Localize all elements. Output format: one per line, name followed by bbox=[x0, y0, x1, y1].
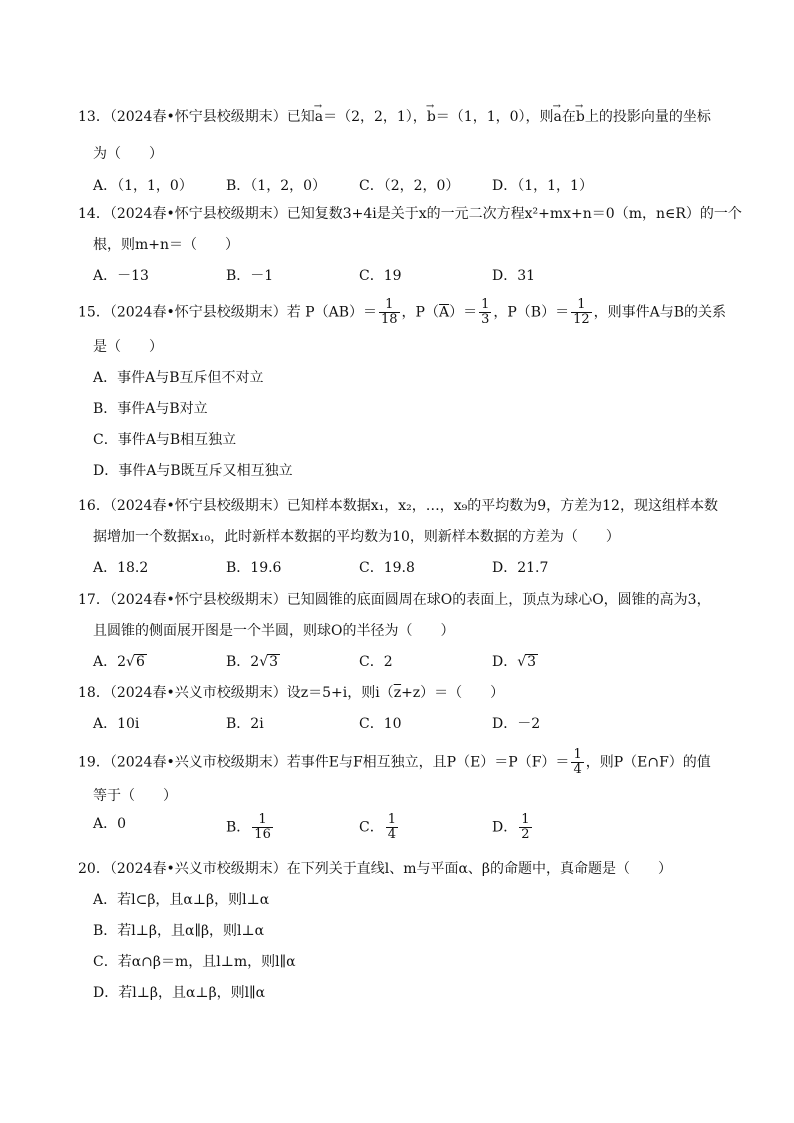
option-a[interactable]: A．（1，1，0） bbox=[93, 178, 193, 194]
question-15-stem-cont: 是（ ） bbox=[93, 339, 163, 355]
option-a[interactable]: A．10i bbox=[93, 716, 140, 732]
option-d[interactable]: D．21.7 bbox=[492, 560, 549, 576]
sqrt-icon: √ bbox=[126, 654, 135, 670]
question-20 bbox=[78, 858, 728, 1004]
vector-a: → a bbox=[554, 106, 562, 128]
option-b[interactable]: B．2i bbox=[226, 716, 264, 732]
option-c[interactable]: C．（2，2，0） bbox=[359, 178, 460, 194]
option-c[interactable]: C．19 bbox=[359, 268, 402, 284]
option-d[interactable]: D．（1，1，1） bbox=[492, 178, 593, 194]
option-c[interactable]: C．事件A与B相互独立 bbox=[93, 432, 237, 448]
option-c[interactable]: C．2 bbox=[359, 654, 393, 670]
question-14 bbox=[78, 203, 742, 287]
option-d[interactable]: D．事件A与B既互斥又相互独立 bbox=[93, 463, 293, 479]
conjugate-z: $\overline{z}$ bbox=[393, 685, 402, 701]
question-20-stem: 20．（2024春•兴义市校级期末）在下列关于直线l、m与平面α、β的命题中，真命题是（ ） bbox=[78, 861, 673, 877]
option-a[interactable]: A．若l⊂β，且α⊥β，则l⊥α bbox=[93, 892, 270, 908]
option-c[interactable]: C．19.8 bbox=[359, 560, 415, 576]
question-16-stem-cont: 据增加一个数据x₁₀，此时新样本数据的平均数为10，则新样本数据的方差为（ ） bbox=[93, 529, 620, 545]
fraction: $\frac{1}{18}$ bbox=[381, 297, 398, 327]
option-d[interactable]: D．若l⊥β，且α⊥β，则l∥α bbox=[93, 985, 266, 1001]
question-13-options bbox=[78, 175, 728, 197]
option-d[interactable]: D．－2 bbox=[492, 716, 541, 732]
question-17-stem: 17．（2024春•怀宁县校级期末）已知圆锥的底面圆周在球O的表面上，顶点为球心O，圆锥的高为3， bbox=[78, 592, 711, 608]
question-19-options bbox=[78, 813, 728, 842]
question-13-stem-cont: 为（ ） bbox=[93, 146, 163, 162]
question-17-options bbox=[78, 651, 728, 673]
question-16-options bbox=[78, 557, 728, 579]
question-17 bbox=[78, 589, 728, 673]
question-19-stem: 19．（2024春•兴义市校级期末）若事件E与F相互独立，且P（E）＝P（F）＝ $\frac{1}{4}$ ，则P（E∩F）的值 bbox=[78, 747, 711, 777]
option-a[interactable]: A．2√6 bbox=[93, 654, 145, 670]
option-c[interactable]: C． $\frac{1}{4}$ bbox=[359, 812, 396, 842]
option-a[interactable]: A．－13 bbox=[93, 268, 149, 284]
option-a[interactable]: A．18.2 bbox=[93, 560, 149, 576]
question-17-stem-cont: 且圆锥的侧面展开图是一个半圆，则球O的半径为（ ） bbox=[93, 623, 455, 639]
option-d[interactable]: D．√3 bbox=[492, 654, 537, 670]
question-14-stem-cont: 根，则m+n＝（ ） bbox=[93, 237, 240, 253]
option-b[interactable]: B．事件A与B对立 bbox=[93, 401, 208, 417]
question-14-stem: 14．（2024春•怀宁县校级期末）已知复数3+4i是关于x的一元二次方程x²+mx+n＝0（m，n∈R）的一个 bbox=[78, 206, 742, 222]
option-b[interactable]: B． $\frac{1}{16}$ bbox=[226, 812, 271, 842]
question-15 bbox=[78, 298, 728, 482]
question-19-stem-cont: 等于（ ） bbox=[93, 788, 177, 804]
option-b[interactable]: B．－1 bbox=[226, 268, 274, 284]
option-c[interactable]: C．若α∩β＝m，且l⊥m，则l∥α bbox=[93, 954, 296, 970]
question-13-stem: 13．（2024春•怀宁县校级期末）已知→ a＝（2，2，1），→ b＝（1，1，0），则→ a在→ b上的投影向量的坐标 bbox=[78, 106, 728, 128]
question-18 bbox=[78, 682, 728, 735]
fraction: $\frac{1}{12}$ bbox=[573, 297, 590, 327]
option-b[interactable]: B．2√3 bbox=[226, 654, 279, 670]
option-a[interactable]: A．事件A与B互斥但不对立 bbox=[93, 370, 264, 386]
option-c[interactable]: C．10 bbox=[359, 716, 402, 732]
option-d[interactable]: D．31 bbox=[492, 268, 536, 284]
question-13 bbox=[78, 106, 728, 197]
complement-a: $\overline{A}$ bbox=[438, 304, 450, 321]
option-d[interactable]: D． $\frac{1}{2}$ bbox=[492, 812, 530, 842]
question-16-stem: 16．（2024春•怀宁县校级期末）已知样本数据x₁，x₂，…，x₉的平均数为9，方差为12，现这组样本数 bbox=[78, 498, 718, 514]
fraction: $\frac{1}{3}$ bbox=[481, 297, 490, 327]
fraction: $\frac{1}{4}$ bbox=[573, 747, 582, 777]
question-18-stem: 18．（2024春•兴义市校级期末）设z＝5+i，则$i(\overline{z}+z)=$（ ） bbox=[78, 685, 505, 701]
sqrt-icon: √ bbox=[517, 654, 527, 670]
question-15-stem: 15．（2024春•怀宁县校级期末）若 P（AB）＝ $\frac{1}{18}$ ，$P(\overline{A})=$ $\frac{1}{3}$ ，P（B）＝ $\frac{1}{12}$ ，则事件A与B的关系 bbox=[78, 297, 727, 327]
question-16 bbox=[78, 495, 728, 579]
option-b[interactable]: B．（1，2，0） bbox=[226, 178, 327, 194]
question-18-options bbox=[78, 713, 728, 735]
question-19 bbox=[78, 748, 728, 842]
vector-b: → b bbox=[427, 106, 436, 128]
option-a[interactable]: A．0 bbox=[93, 816, 127, 832]
option-b[interactable]: B．19.6 bbox=[226, 560, 282, 576]
vector-b: → b bbox=[576, 106, 585, 128]
option-b[interactable]: B．若l⊥β，且α∥β，则l⊥α bbox=[93, 923, 265, 939]
question-14-options bbox=[78, 265, 728, 287]
vector-a: → a bbox=[315, 106, 323, 128]
sqrt-icon: √ bbox=[259, 654, 269, 670]
